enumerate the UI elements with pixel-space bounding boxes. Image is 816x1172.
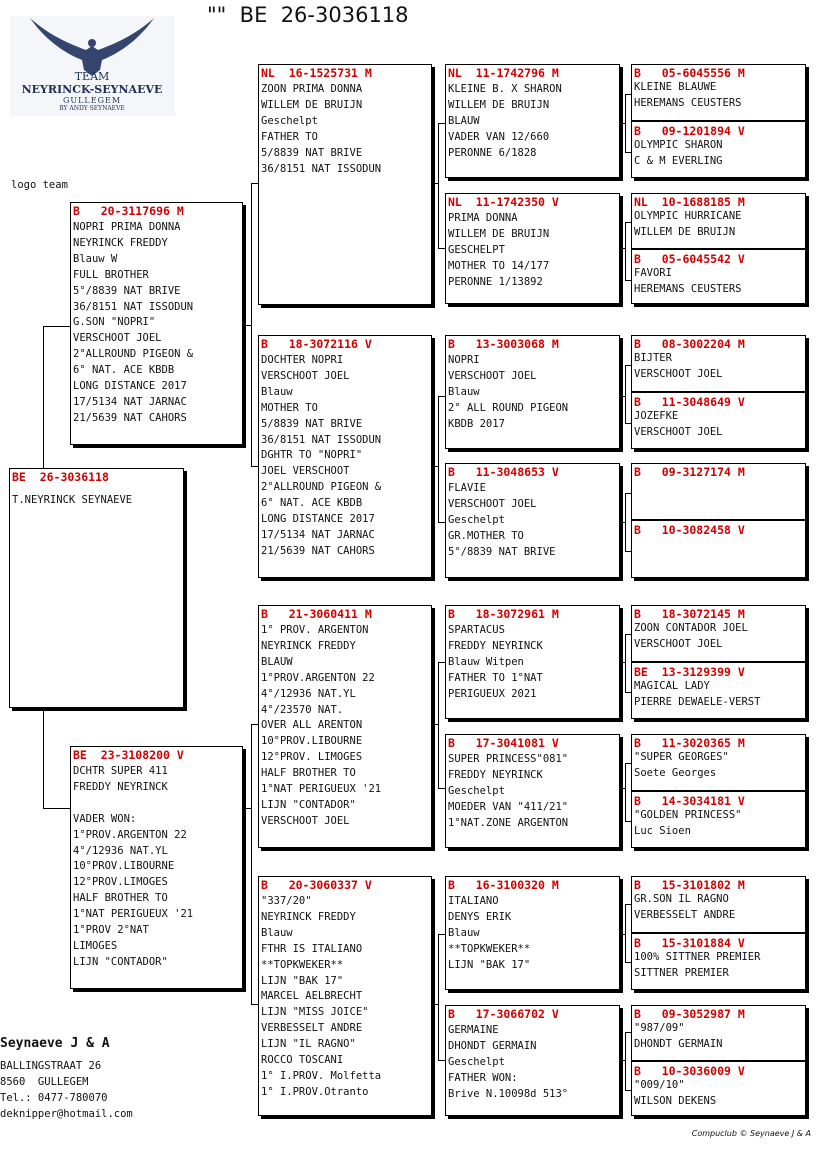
info-line: "SUPER GEORGES" [634,751,729,763]
team-logo [10,16,175,116]
great-grandparent-entry[interactable] [632,877,805,934]
connector [625,763,626,821]
sire-card[interactable] [70,202,243,445]
info-line: HALF BROTHER TO [261,767,356,780]
ancestor-card-dsd[interactable] [445,734,620,848]
ring-number: NL 16-1525731 M [261,66,372,80]
info-line: VERSCHOOT JOEL [448,497,537,510]
info-line: FTHR IS ITALIANO [261,942,363,955]
ring-number: B 18-3072961 M [448,607,559,621]
ancestor-pair-card[interactable] [631,335,806,449]
info-line: 21/5639 NAT CAHORS [73,411,187,424]
ancestor-pair-card[interactable] [631,605,806,719]
info-line: LIJN "CONTADOR" [261,798,356,811]
info-line: 1°PROV.ARGENTON 22 [261,671,375,684]
dam-sire-card[interactable] [258,605,432,848]
info-line: VERSCHOOT JOEL [634,425,723,438]
info-line: LIJN "CONTADOR" [73,955,168,968]
ring-number: NL 11-1742796 M [448,66,559,80]
divider [632,248,805,250]
info-line: OVER ALL ARENTON [261,719,363,732]
ring-number: B 21-3060411 M [261,607,372,621]
info-line: BLAUW [261,655,293,668]
info-line: 17/5134 NAT JARNAC [73,395,187,408]
info-line: OLYMPIC HURRICANE [634,210,742,222]
info-line: PIERRE DEWAELE-VERST [634,695,761,708]
great-grandparent-entry[interactable] [632,194,805,249]
info-line: Blauw [448,385,480,398]
info-line: 6° NAT. ACE KBDB [261,497,363,510]
ring-number: B 18-3072116 V [261,337,372,351]
info-line: DHONDT GERMAIN [634,1037,723,1050]
connector [619,1060,626,1061]
ring-number: BE 13-3129399 V [634,665,745,679]
info-line: Geschelpt [448,1055,505,1068]
sire-dam-card[interactable] [258,335,432,578]
breeder-address: BALLINGSTRAAT 26 [0,1060,102,1072]
info-line: HEREMANS CEUSTERS [634,282,742,295]
info-line: 17/5134 NAT JARNAC [261,528,375,541]
breeder-email[interactable]: deknipper@hotmail.com [0,1108,133,1120]
connector [619,522,626,523]
info-line: 1°NAT PERIGUEUX '21 [73,908,194,921]
pedigree-title: "" BE 26-3036118 [207,3,409,27]
divider [632,391,805,393]
ring-number: BE 26-3036118 [12,470,109,484]
great-grandparent-entry[interactable] [632,522,805,579]
info-line: VADER WON: [73,812,137,825]
info-line: 1°PROV.ARGENTON 22 [73,828,187,841]
info-line: 100% SITTNER PREMIER [634,951,761,963]
info-line: 10°PROV.LIBOURNE [261,735,363,748]
connector [242,808,252,809]
connector [431,183,439,184]
info-line: DHONDT GERMAIN [448,1039,537,1052]
info-line: HALF BROTHER TO [73,892,168,905]
info-line: 5°/8839 NAT BRIVE [448,545,556,558]
info-line: Blauw [261,385,293,398]
info-line: JOEL VERSCHOOT [261,465,350,478]
info-line: 2°ALLROUND PIGEON & [261,481,382,494]
divider [632,790,805,792]
info-line: OLYMPIC SHARON [634,139,723,151]
info-line: 5/8839 NAT BRIVE [261,146,363,159]
info-line: BLAUW [448,114,480,127]
connector [619,123,626,124]
info-line: PERIGUEUX 2021 [448,687,537,700]
connector [619,662,626,663]
info-line: FREDDY NEYRINCK [448,768,543,781]
ancestor-pair-card[interactable] [631,463,806,578]
info-line: FLAVIE [448,482,486,494]
ring-number: NL 11-1742350 V [448,195,559,209]
ring-number: B 16-3100320 M [448,878,559,892]
ring-number: NL 10-1688185 M [634,195,745,209]
ring-number: B 15-3101802 M [634,878,745,892]
sire-sire-card[interactable] [258,64,432,305]
connector [625,904,626,962]
divider [632,661,805,663]
logo-name-text: NEYRINCK-SEYNAEVE [21,83,163,96]
breeder-name: Seynaeve J & A [0,1036,110,1051]
info-line: 36/8151 NAT ISSODUN [73,300,194,313]
subject-pigeon-card[interactable] [9,468,184,708]
info-line: Blauw W [73,252,118,265]
info-line: BIJTER [634,352,672,364]
info-line: 4°/12936 NAT.YL [261,687,356,700]
info-line: 4°/23570 NAT. [261,703,344,716]
info-line: VERSCHOOT JOEL [73,332,162,345]
info-line: Soete Georges [634,766,717,779]
info-line: "GOLDEN PRINCESS" [634,809,742,821]
ancestor-card-ssd[interactable] [445,193,620,304]
info-line: WILLEM DE BRUIJN [448,98,550,111]
info-line: C & M EVERLING [634,154,723,167]
info-line: PRIMA DONNA [448,212,518,224]
great-grandparent-entry[interactable] [632,65,805,122]
ring-number: B 13-3003068 M [448,337,559,351]
info-line: LIJN "IL RAGNO" [261,1038,356,1051]
great-grandparent-entry[interactable] [632,123,805,179]
info-line: HEREMANS CEUSTERS [634,96,742,109]
info-line: VERSCHOOT JOEL [634,637,723,650]
connector [438,123,439,248]
info-line: NOPRI [448,354,480,366]
ring-number: B 09-1201894 V [634,124,745,138]
connector [625,634,626,692]
info-line: Geschelpt [448,513,505,526]
great-grandparent-entry[interactable] [632,394,805,450]
info-line: VADER VAN 12/660 [448,130,550,143]
logo-by-text: BY ANDY SEYNAEVE [59,105,125,112]
info-line: DENYS ERIK [448,910,512,923]
eagle-icon [10,16,175,76]
info-line: FREDDY NEYRINCK [448,639,543,652]
great-grandparent-entry[interactable] [632,464,805,521]
info-line: 6° NAT. ACE KBDB [73,364,175,377]
ancestor-pair-card[interactable] [631,64,806,178]
info-line: 5°/8839 NAT BRIVE [73,284,181,297]
info-line: 5/8839 NAT BRIVE [261,417,363,430]
info-line: 2° ALL ROUND PIGEON [448,401,569,414]
info-line: "009/10" [634,1079,685,1091]
info-line: 2°ALLROUND PIGEON & [73,348,194,361]
connector [619,248,626,249]
info-line: KLEINE BLAUWE [634,81,717,93]
info-line: WILSON DEKENS [634,1094,717,1107]
info-line: NEYRINCK FREDDY [261,639,356,652]
info-line: ROCCO TOSCANI [261,1054,344,1067]
info-line: KBDB 2017 [448,417,505,430]
great-grandparent-entry[interactable] [632,793,805,849]
ancestor-pair-card[interactable] [631,1005,806,1116]
info-line: GESCHELPT [448,243,505,256]
ancestor-card-sds[interactable] [445,335,620,449]
info-line: Blauw Witpen [448,655,524,668]
info-line: LIJN "BAK 17" [448,958,531,971]
ancestor-card-sdd[interactable] [445,463,620,578]
ring-number: B 15-3101884 V [634,936,745,950]
info-line: VERSCHOOT JOEL [448,369,537,382]
info-line: ZOON PRIMA DONNA [261,83,363,95]
info-line: NEYRINCK FREDDY [73,236,168,249]
info-line: VERSCHOOT JOEL [261,814,350,827]
info-line: "337/20" [261,895,312,907]
info-line: KLEINE B. X SHARON [448,83,562,95]
info-line: **TOPKWEKER** [448,942,531,955]
info-line [71,796,242,812]
info-line: NEYRINCK FREDDY [261,910,356,923]
connector [43,708,44,808]
info-line: LIJN "BAK 17" [261,974,344,987]
great-grandparent-entry[interactable] [632,1063,805,1117]
info-line: 1°NAT PERIGUEUX '21 [261,783,382,796]
great-grandparent-entry[interactable] [632,1006,805,1061]
ring-number: B 11-3048649 V [634,395,745,409]
info-line: MARCEL AELBRECHT [261,990,363,1003]
ancestor-pair-card[interactable] [631,876,806,990]
ring-number: B 09-3052987 M [634,1007,745,1021]
divider [632,120,805,122]
info-line: MOTHER TO [261,401,318,414]
info-line: LONG DISTANCE 2017 [261,513,375,526]
connector [43,326,70,327]
breeder-info [0,1036,133,1122]
great-grandparent-entry[interactable] [632,251,805,305]
footer-credit: Compuclub © Seynaeve J & A [691,1129,811,1138]
logo-caption: logo team [11,179,68,191]
info-line: Luc Sioen [634,824,691,837]
info-line: Brive N.10098d 513° [448,1087,569,1100]
connector [438,396,439,522]
info-line: "987/09" [634,1022,685,1034]
breeder-city: 8560 GULLEGEM [0,1076,89,1088]
ring-number: B 11-3020365 M [634,736,745,750]
info-line: G.SON "NOPRI" [73,316,156,329]
ring-number: BE 23-3108200 V [73,748,184,762]
info-line: FREDDY NEYRINCK [73,780,168,793]
info-line: PERONNE 1/13892 [448,275,543,288]
info-line: Geschelpt [448,784,505,797]
ancestor-card-ddd[interactable] [445,1005,620,1116]
connector [431,466,439,467]
info-line: 12°PROV.LIMOGES [73,876,168,889]
divider [632,932,805,934]
info-line: Geschelpt [261,114,318,127]
info-line: 1° I.PROV. Molfetta [261,1069,382,1082]
info-line: **TOPKWEKER** [261,958,344,971]
great-grandparent-entry[interactable] [632,606,805,663]
dam-dam-card[interactable] [258,876,432,1116]
ring-number: B 09-3127174 M [634,465,745,479]
connector [43,326,44,468]
info-line: Blauw [261,926,293,939]
info-line: MOTHER TO 14/177 [448,259,550,272]
info-line: GR.SON IL RAGNO [634,893,729,905]
ring-number: B 18-3072145 M [634,607,745,621]
info-line: FULL BROTHER [73,268,149,281]
ring-number: B 20-3060337 V [261,878,372,892]
connector [43,808,70,809]
connector [431,1004,439,1005]
info-line: LONG DISTANCE 2017 [73,380,187,393]
info-line: 1° I.PROV.Otranto [261,1085,369,1098]
info-line: WILLEM DE BRUIJN [448,227,550,240]
connector [619,396,626,397]
ring-number: B 20-3117696 M [73,204,184,218]
dam-card[interactable] [70,746,243,989]
info-line: SUPER PRINCESS"081" [448,753,569,765]
info-line: GR.MOTHER TO [448,529,524,542]
connector [625,1032,626,1090]
info-line: DCHTR SUPER 411 [73,765,168,777]
logo-team-text: TEAM [74,70,110,83]
ring-number: B 11-3048653 V [448,465,559,479]
info-line: 10°PROV.LIBOURNE [73,860,175,873]
connector [438,934,439,1060]
info-line: 12°PROV. LIMOGES [261,751,363,764]
info-line: DOCHTER NOPRI [261,354,344,366]
connector [438,662,439,788]
info-line: 1°NAT.ZONE ARGENTON [448,816,569,829]
info-line: GERMAINE [448,1024,499,1036]
connector [619,788,626,789]
breeder-phone: Tel.: 0477-780070 [0,1092,108,1104]
connector [619,934,626,935]
info-line: MOEDER VAN "411/21" [448,800,569,813]
great-grandparent-entry[interactable] [632,336,805,393]
info-line: 4°/12936 NAT.YL [73,844,168,857]
info-line: WILLEM DE BRUIJN [634,225,736,238]
info-line: 36/8151 NAT ISSODUN [261,433,382,446]
divider [632,1060,805,1062]
great-grandparent-entry[interactable] [632,935,805,991]
info-line: NOPRI PRIMA DONNA [73,221,181,233]
divider [632,519,805,521]
info-line: DGHTR TO "NOPRI" [261,449,363,462]
info-line: FATHER TO [261,130,318,143]
connector [625,365,626,423]
ring-number: B 14-3034181 V [634,794,745,808]
info-line: ZOON CONTADOR JOEL [634,622,748,634]
connector [431,724,439,725]
info-line: JOZEFKE [634,410,679,422]
info-line: LIJN "MISS JOICE" [261,1006,369,1019]
connector [625,222,626,280]
info-line: PERONNE 6/1828 [448,146,537,159]
ring-number: B 17-3066702 V [448,1007,559,1021]
ancestor-card-dss[interactable] [445,605,620,719]
info-line: VERBESSELT ANDRE [261,1022,363,1035]
connector [242,325,252,326]
info-line: LIMOGES [73,939,118,952]
info-line: 1°PROV 2°NAT [73,924,149,937]
ancestor-pair-card[interactable] [631,734,806,848]
ancestor-card-dds[interactable] [445,876,620,990]
great-grandparent-entry[interactable] [632,735,805,792]
connector [251,724,252,1004]
ring-number: B 10-3082458 V [634,523,745,537]
info-line: FATHER TO 1°NAT [448,671,543,684]
ring-number: B 08-3002204 M [634,337,745,351]
ancestor-card-sss[interactable] [445,64,620,178]
info-line: T.NEYRINCK SEYNAEVE [12,494,133,506]
logo-place-text: GULLEGEM [62,96,122,105]
info-line: 36/8151 NAT ISSODUN [261,162,382,175]
info-line: SPARTACUS [448,624,505,636]
info-line: WILLEM DE BRUIJN [261,98,363,111]
ring-number: B 17-3041081 V [448,736,559,750]
ring-number: B 10-3036009 V [634,1064,745,1078]
info-line: VERBESSELT ANDRE [634,908,736,921]
info-line: Blauw [448,926,480,939]
great-grandparent-entry[interactable] [632,664,805,720]
info-line: MAGICAL LADY [634,680,710,692]
info-line: FATHER WON: [448,1071,518,1084]
info-line: 21/5639 NAT CAHORS [261,544,375,557]
info-line: FAVORI [634,267,672,279]
info-line: SITTNER PREMIER [634,966,729,979]
info-line: ITALIANO [448,895,499,907]
ring-number: B 05-6045556 M [634,66,745,80]
ring-number: B 05-6045542 V [634,252,745,266]
ancestor-pair-card[interactable] [631,193,806,304]
info-line: VERSCHOOT JOEL [261,369,350,382]
info-line: VERSCHOOT JOEL [634,367,723,380]
info-line: 1° PROV. ARGENTON [261,624,369,636]
